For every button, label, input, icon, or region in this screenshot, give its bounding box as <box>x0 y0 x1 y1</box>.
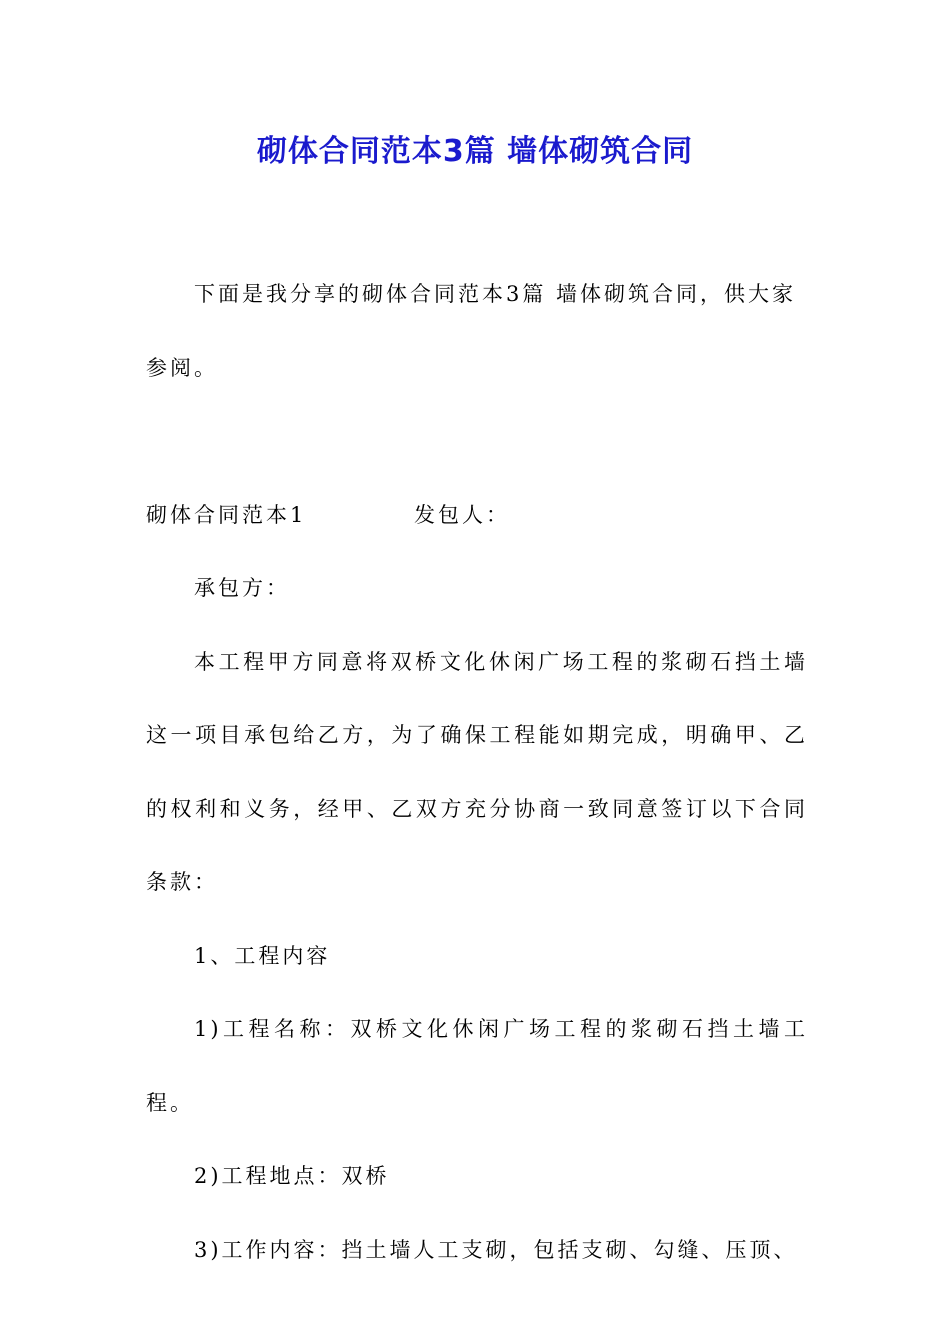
party-b-label: 承包方： <box>194 576 290 600</box>
intro-line-2: 参阅。 <box>146 355 218 380</box>
intro-line-1: 下面是我分享的砌体合同范本3篇 墙体砌筑合同，供大家 <box>194 282 797 306</box>
list-item-project-name: 1)工程名称：双桥文化休闲广场工程的浆砌石挡土墙工程。 <box>146 1017 808 1115</box>
section-heading: 1、工程内容 <box>194 943 331 968</box>
document-body <box>146 258 808 1287</box>
document-title: 砌体合同范本3篇 墙体砌筑合同 <box>256 134 694 169</box>
party-a-label: 发包人： <box>414 502 510 527</box>
paragraph-gap <box>146 405 808 479</box>
contract-paragraph: 本工程甲方同意将双桥文化休闲广场工程的浆砌石挡土墙这一项目承包给乙方，为了确保工程能如期完成，明确甲、乙的权利和义务，经甲、乙双方充分协商一致同意签订以下合同条款： <box>146 649 808 894</box>
list-item-work-content: 3)工作内容：挡土墙人工支砌，包括支砌、勾缝、压顶、 <box>194 1237 798 1262</box>
sample-heading <box>146 479 808 553</box>
sample-label: 砌体合同范本1 <box>146 502 307 527</box>
list-item-project-location: 2)工程地点：双桥 <box>194 1164 390 1188</box>
